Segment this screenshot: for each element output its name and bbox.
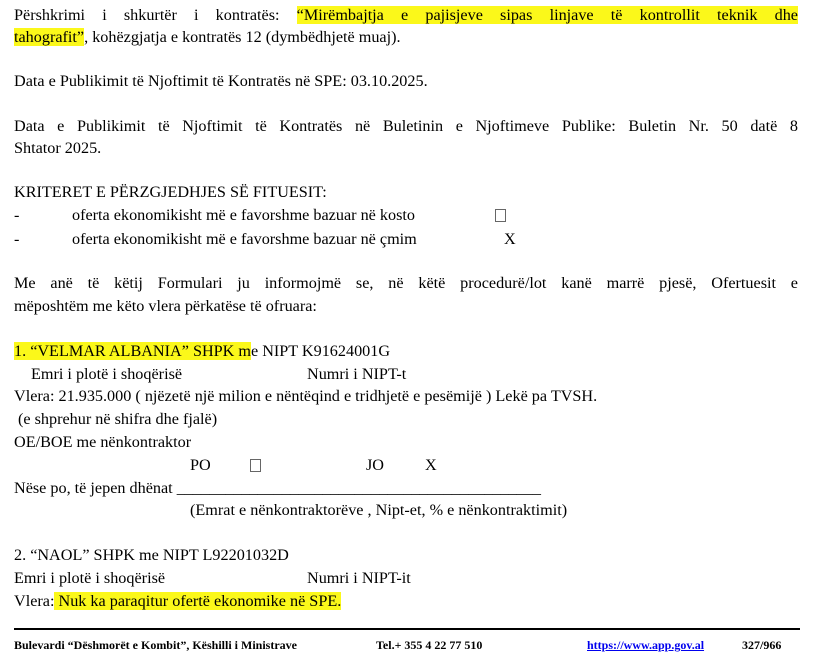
footer-phone: Tel.+ 355 4 22 77 510	[376, 638, 483, 652]
checkbox-empty-icon	[495, 209, 506, 222]
criteria-dash: -	[14, 206, 20, 224]
intro-line2: mëposhtëm me këto vlera përkatëse të ofruara:	[14, 297, 317, 315]
criteria-text-cost: oferta ekonomikisht më e favorshme bazuar në kosto	[72, 206, 415, 224]
bidder1-name-highlight: 1. “VELMAR ALBANIA” SHPK m	[14, 342, 251, 360]
criteria-text-price: oferta ekonomikisht më e favorshme bazuar në çmim	[72, 230, 417, 248]
intro-line1: Me anë të këtij Formulari ju informojmë se, në këtë procedurë/lot kanë marrë pjesë, Ofertuesit e	[14, 274, 798, 292]
bidder1-value: Vlera: 21.935.000 ( njëzetë një milion e nëntëqind e tridhjetë e pesëmijë ) Lekë pa TVSH.	[14, 387, 598, 405]
bidder2-title: 2. “NAOL” SHPK me NIPT L92201032D	[14, 546, 289, 564]
bidder1-jo-label: JO	[366, 456, 384, 474]
bidder1-label-nipt: Numri i NIPT-t	[307, 365, 407, 383]
bidder1-if-yes-note: (Emrat e nënkontraktorëve , Nipt-et, % e nënkontraktimit)	[190, 501, 568, 519]
bidder1-if-yes	[14, 478, 541, 498]
bidder2-value-highlight: Nuk ka paraqitur ofertë ekonomike në SPE.	[54, 592, 342, 610]
footer-divider	[14, 628, 800, 630]
criteria-item-cost	[14, 205, 415, 225]
criteria-dash: -	[14, 230, 20, 248]
bidder1-title	[14, 341, 390, 361]
bidder2-label-nipt: Numri i NIPT-it	[307, 569, 411, 587]
criteria-item-price	[14, 229, 516, 249]
contract-title-highlight: “Mirëmbajtja e pajisjeve sipas linjave të kontrollit teknik dhe	[296, 6, 798, 24]
bidder2-value-label: Vlera:	[14, 592, 55, 610]
bidder2-label-name: Emri i plotë i shoqërisë	[14, 569, 166, 587]
if-yes-blank-line: _____________________________________________	[176, 479, 541, 497]
bidder1-jo-mark: X	[425, 456, 437, 474]
bidder1-po-label: PO	[190, 456, 211, 474]
short-description-line2	[14, 27, 401, 47]
bidder1-subcontractor: OE/BOE me nënkontraktor	[14, 433, 192, 451]
contract-title-highlight-cont: tahografit”	[14, 28, 85, 46]
bidder2-value	[14, 591, 341, 611]
short-description-line1	[14, 5, 798, 25]
short-description-label: Përshkrimi i shkurtër i kontratës:	[14, 6, 297, 24]
criteria-heading: KRITERET E PËRZGJEDHJES SË FITUESIT:	[14, 183, 327, 201]
publication-date-bulletin: Data e Publikimit të Njoftimit të Kontratës në Buletinin e Njoftimeve Publike: Buletin Nr. 50 datë 8	[14, 117, 798, 135]
bidder1-nipt: e NIPT K91624001G	[250, 342, 391, 360]
bidder1-label-name: Emri i plotë i shoqërisë	[31, 365, 183, 383]
publication-date-spe: Data e Publikimit të Njoftimit të Kontratës në SPE: 03.10.2025.	[14, 72, 428, 90]
bidder1-value-note: (e shprehur në shifra dhe fjalë)	[18, 410, 218, 428]
if-yes-label: Nëse po, të jepen dhënat	[14, 479, 173, 497]
contract-duration: , kohëzgjatja e kontratës 12 (dymbëdhjetë muaj).	[84, 28, 401, 46]
footer-address: Bulevardi “Dëshmorët e Kombit”, Këshilli i Ministrave	[14, 638, 297, 652]
publication-date-bulletin-cont: Shtator 2025.	[14, 139, 102, 157]
app-website-link[interactable]: https://www.app.gov.al	[587, 638, 705, 652]
criteria-selected-mark: X	[504, 230, 516, 248]
checkbox-empty-icon	[250, 459, 261, 472]
footer-link[interactable]	[587, 637, 704, 653]
footer-page-number: 327/966	[742, 638, 782, 652]
